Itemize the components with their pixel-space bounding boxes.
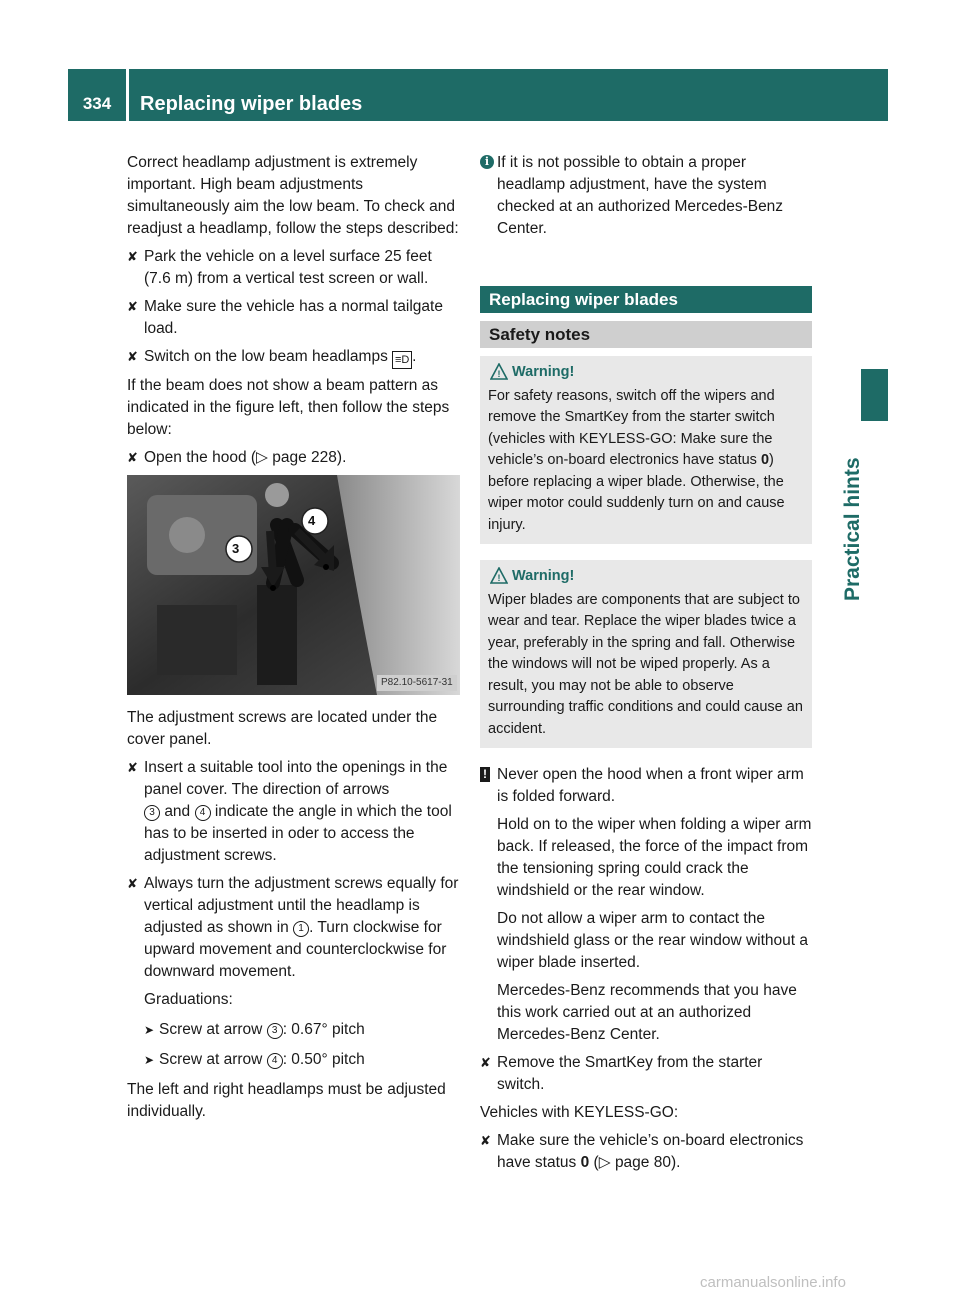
page-ref-icon: ▷ <box>256 449 268 466</box>
page-number: 334 <box>82 94 112 113</box>
callout-1: 1 <box>293 921 309 937</box>
section-title: Replacing wiper blades <box>480 286 812 313</box>
engine-bay-photo <box>127 475 460 695</box>
callout-3: 3 <box>144 805 160 821</box>
warning-triangle-icon <box>490 567 508 585</box>
graduation-arrow-4: ➤ Screw at arrow 4 : 0.50° pitch <box>127 1049 460 1071</box>
watermark: carmanualsonline.info <box>700 1274 846 1291</box>
step-check-status: ✘ Make sure the vehicle’s on-board electronics have status 0 (▷ page 80). <box>480 1132 804 1171</box>
bullet-icon: ➤ <box>144 1023 155 1037</box>
right-column <box>480 152 812 1180</box>
info-note: i If it is not possible to obtain a proper headlamp adjustment, have the system checked at an authorized Mercedes-Benz Center. <box>480 152 812 240</box>
bullet-icon: ➤ <box>144 1053 155 1067</box>
page-title: Replacing wiper blades <box>140 93 363 115</box>
page-ref-link[interactable]: page 228). <box>272 449 347 466</box>
screws-paragraph: The adjustment screws are located under the cover panel. <box>127 709 438 748</box>
step-low-beam: ✘ Switch on the low beam headlamps ≡D . <box>127 346 460 369</box>
warning-heading: ! Warning! <box>488 566 804 588</box>
notice-text-3: Do not allow a wiper arm to contact the windshield glass or the rear window without a wiper blade inserted. <box>497 910 809 971</box>
closing-paragraph: The left and right headlamps must be adjusted individually. <box>127 1081 446 1120</box>
header-separator <box>126 69 129 121</box>
notice-text-2: Hold on to the wiper when folding a wiper arm back. If released, the force of the impact from the tensioning spring could crack the windshield or the rear window. <box>497 816 812 899</box>
step-arrow-icon: ✘ <box>127 450 138 465</box>
step-arrow-icon: ✘ <box>127 299 138 314</box>
step-park: ✘ Park the vehicle on a level surface 25 feet (7.6 m) from a vertical test screen or wall. <box>127 248 432 287</box>
step-arrow-icon: ✘ <box>127 760 138 775</box>
step-open-hood: ✘ Open the hood (▷ page 228). <box>127 447 460 469</box>
warning-box-1 <box>480 356 812 544</box>
side-tab-label: Practical hints <box>841 457 864 601</box>
page-ref-link[interactable]: page 80). <box>614 1154 681 1171</box>
step-arrow-icon: ✘ <box>480 1055 491 1070</box>
keyless-label: Vehicles with KEYLESS-GO: <box>480 1104 679 1121</box>
step-arrow-icon: ✘ <box>127 876 138 891</box>
notice-text-4: Mercedes-Benz recommends that you have this work carried out at an authorized Mercedes-Benz Center. <box>497 982 797 1043</box>
subsection-title: Safety notes <box>480 321 812 348</box>
notice-block <box>480 764 812 1046</box>
photo-label-3: 3 <box>232 541 240 556</box>
step-tailgate: ✘ Make sure the vehicle has a normal tailgate load. <box>127 298 443 337</box>
step-arrow-icon: ✘ <box>480 1133 491 1148</box>
notice-text-1: Never open the hood when a front wiper arm is folded forward. <box>497 766 804 805</box>
step-arrow-icon: ✘ <box>127 349 138 364</box>
step-remove-key: ✘ Remove the SmartKey from the starter switch. <box>480 1054 763 1093</box>
low-beam-icon: ≡D <box>392 351 412 369</box>
left-column <box>127 152 460 1129</box>
beam-paragraph: If the beam does not show a beam pattern as indicated in the figure left, then follow the steps below: <box>127 377 450 438</box>
svg-text:!: ! <box>497 573 501 583</box>
step-arrow-icon: ✘ <box>127 249 138 264</box>
callout-3: 3 <box>267 1023 283 1039</box>
svg-text:!: ! <box>497 369 501 379</box>
warning-2-text: Wiper blades are components that are subject to wear and tear. Replace the wiper blades twice a year, preferably in the spring and fall. Otherwise the windows will not be wiped properly. As a result, you may not be able to observe surrounding traffic conditions and could cause an accident. <box>488 591 803 737</box>
graduation-arrow-3: ➤ Screw at arrow 3 : 0.67° pitch <box>127 1019 460 1041</box>
photo-code: P82.10-5617-31 <box>381 677 453 688</box>
warning-heading: ! Warning! <box>488 362 804 384</box>
notice-icon: ! <box>480 767 490 782</box>
warning-box-2 <box>480 560 812 748</box>
warning-1-text: For safety reasons, switch off the wipers and remove the SmartKey from the starter switch (vehicles with KEYLESS-GO: Make sure the vehicle’s on-board electronics have status <box>488 387 775 468</box>
step-turn-screws: ✘ Always turn the adjustment screws equally for vertical adjustment until the headlamp is adjusted as shown in 1 . Turn clockwise for upward movement and counterclockwise for downward movement. <box>127 875 459 980</box>
page-ref-icon: ▷ <box>598 1154 611 1171</box>
graduations-label: Graduations: <box>144 991 233 1008</box>
callout-4: 4 <box>195 805 211 821</box>
status-value: 0 <box>760 452 770 468</box>
step-insert-tool: ✘ Insert a suitable tool into the openings in the panel cover. The direction of arrows 3 and 4 indicate the angle in which the tool has to be inserted in oder to access the adjustment screws. <box>127 759 452 864</box>
warning-triangle-icon <box>490 363 508 381</box>
warning-1-text-b: ) before replacing a wiper blade. Otherwise, the wiper motor could suddenly turn on and cause injury. <box>488 452 785 533</box>
intro-paragraph: Correct headlamp adjustment is extremely important. High beam adjustments simultaneously aim the low beam. To check and readjust a headlamp, follow the steps described: <box>127 154 459 237</box>
info-icon: i <box>480 155 494 169</box>
side-tab-marker <box>861 369 888 421</box>
photo-label-4: 4 <box>308 513 316 528</box>
side-tab <box>838 441 884 601</box>
callout-4: 4 <box>267 1053 283 1069</box>
